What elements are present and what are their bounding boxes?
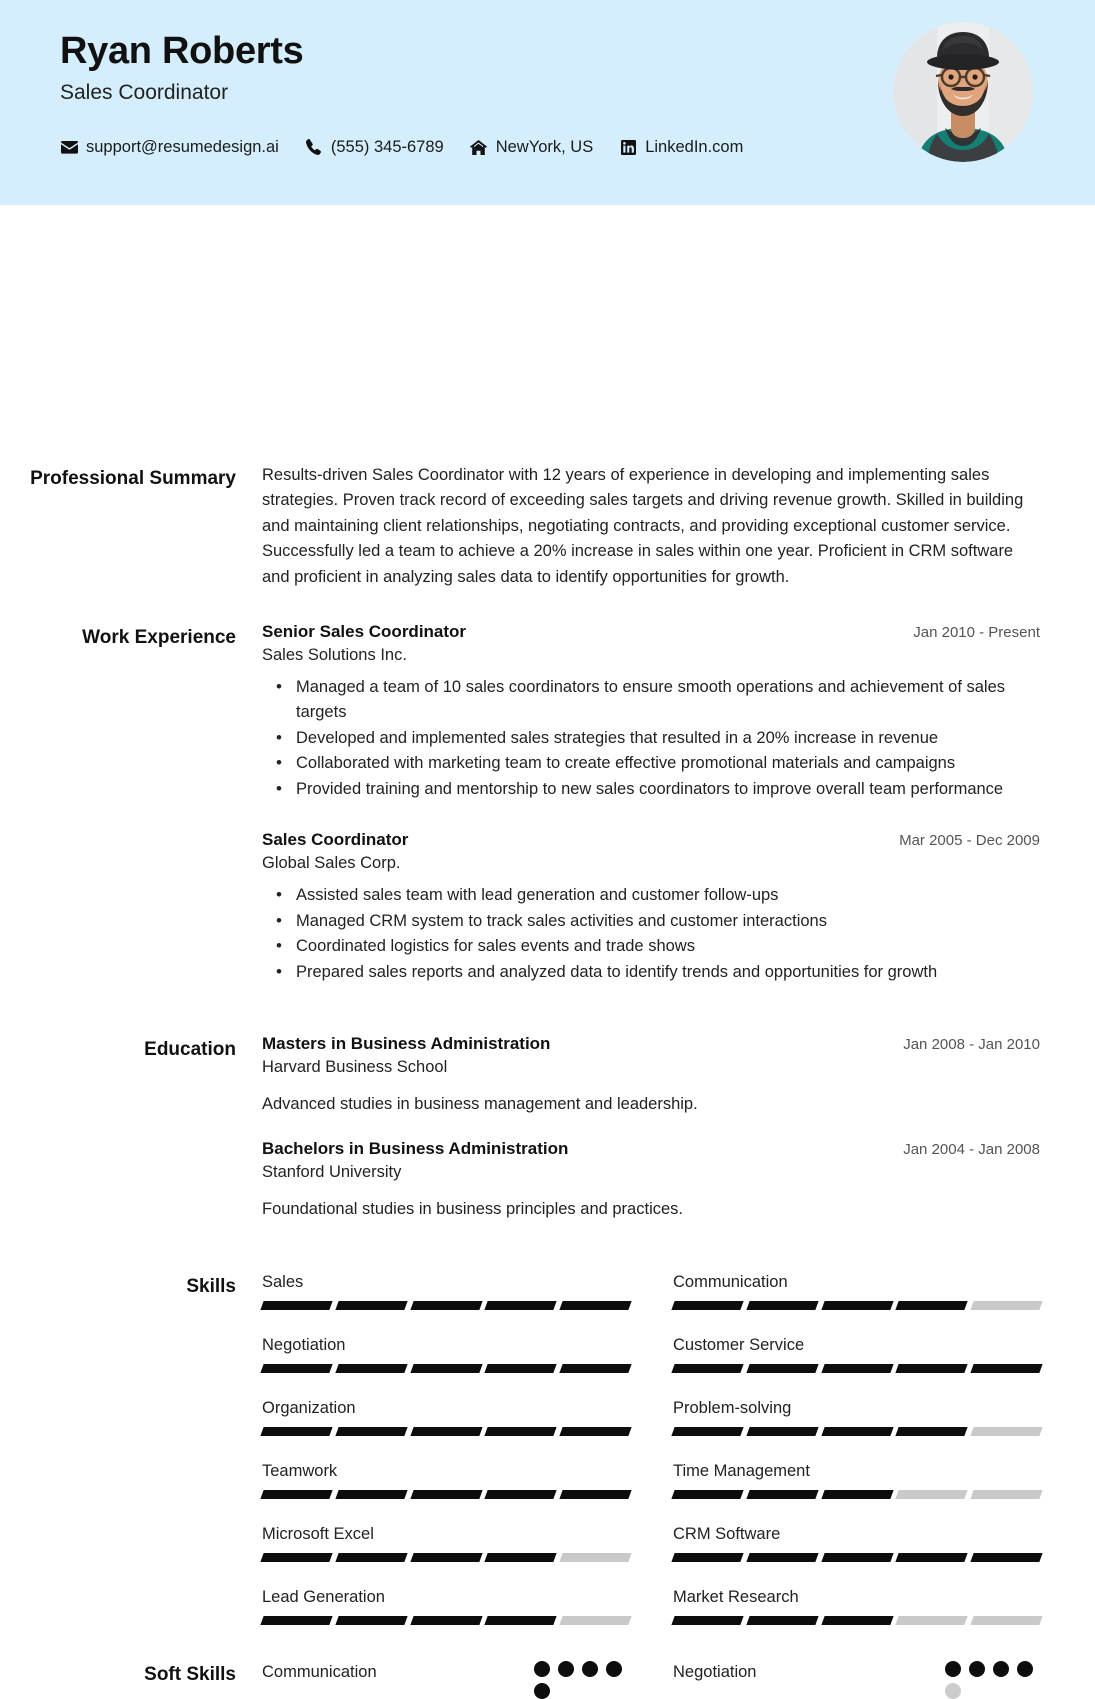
skill-segment-filled <box>971 1553 1043 1562</box>
skill-segment-empty <box>971 1616 1043 1625</box>
skill-segment-filled <box>410 1301 482 1310</box>
soft-skills-body <box>236 1661 1041 1699</box>
work-entry-date: Mar 2005 - Dec 2009 <box>899 831 1040 849</box>
skill-segment-empty <box>896 1616 968 1625</box>
skill-item <box>673 1462 1041 1499</box>
list-item: • Provided training and mentorship to new sales coordinators to improve overall team performance <box>296 777 1040 802</box>
work-body <box>236 622 1040 986</box>
section-skills <box>0 1221 1040 1651</box>
skill-segment-filled <box>485 1364 557 1373</box>
list-item: • Managed a team of 10 sales coordinators to ensure smooth operations and achievement of sales targets <box>296 675 1040 725</box>
resume-header <box>0 0 1095 205</box>
skill-level-bar <box>673 1364 1041 1373</box>
list-item: • Developed and implemented sales strategies that resulted in a 20% increase in revenue <box>296 726 1040 751</box>
skill-item <box>262 1588 630 1625</box>
work-entry-organization: Sales Solutions Inc. <box>262 646 407 665</box>
section-label-summary: Professional Summary <box>30 468 236 489</box>
section-label-soft-skills: Soft Skills <box>144 1664 236 1686</box>
contact-email[interactable] <box>60 138 279 157</box>
soft-skill-rating <box>945 1661 1041 1699</box>
skill-segment-filled <box>560 1364 632 1373</box>
contact-location[interactable] <box>470 138 594 157</box>
skill-name: CRM Software <box>673 1525 781 1544</box>
work-entry-title: Sales Coordinator <box>262 829 409 849</box>
skill-segment-filled <box>746 1553 818 1562</box>
rating-dot-filled <box>969 1661 985 1677</box>
skill-segment-filled <box>671 1490 743 1499</box>
skill-segment-filled <box>821 1616 893 1625</box>
skill-segment-empty <box>560 1616 632 1625</box>
skill-name: Organization <box>262 1399 356 1418</box>
soft-skill-name: Negotiation <box>673 1663 757 1682</box>
education-entry-description: Foundational studies in business principles and practices. <box>262 1199 683 1218</box>
skill-name: Time Management <box>673 1462 810 1481</box>
skill-segment-filled <box>896 1301 968 1310</box>
skill-segment-filled <box>746 1364 818 1373</box>
soft-skill-item <box>673 1661 1041 1699</box>
skill-segment-filled <box>746 1427 818 1436</box>
skill-segment-filled <box>335 1490 407 1499</box>
skill-segment-filled <box>260 1427 332 1436</box>
list-item: • Managed CRM system to track sales activities and customer interactions <box>296 909 1040 934</box>
skill-segment-filled <box>746 1301 818 1310</box>
skill-level-bar <box>673 1301 1041 1310</box>
skill-segment-filled <box>821 1364 893 1373</box>
skill-level-bar <box>673 1616 1041 1625</box>
work-entry-organization: Global Sales Corp. <box>262 853 401 872</box>
education-entry-head <box>262 1034 1040 1054</box>
page-title: Ryan Roberts <box>60 30 304 72</box>
soft-skill-rating <box>534 1661 630 1699</box>
list-item: • Prepared sales reports and analyzed data to identify trends and opportunities for growth <box>296 960 1040 985</box>
skill-level-bar <box>673 1490 1041 1499</box>
skill-segment-filled <box>335 1301 407 1310</box>
skill-item <box>673 1399 1041 1436</box>
education-entry-description: Advanced studies in business management and leadership. <box>262 1094 698 1113</box>
education-body <box>236 1034 1040 1222</box>
skill-segment-filled <box>260 1364 332 1373</box>
work-entry <box>262 622 1040 802</box>
job-title: Sales Coordinator <box>60 80 229 104</box>
skill-segment-filled <box>485 1301 557 1310</box>
skill-segment-filled <box>335 1364 407 1373</box>
skill-name: Teamwork <box>262 1462 338 1481</box>
rating-dot-filled <box>945 1661 961 1677</box>
rating-dot-filled <box>534 1683 550 1699</box>
summary-body <box>236 463 1040 590</box>
list-item: • Coordinated logistics for sales events and trade shows <box>296 934 1040 959</box>
education-entry <box>262 1034 1040 1117</box>
skill-segment-filled <box>260 1616 332 1625</box>
resume-body <box>0 205 1095 1699</box>
skill-level-bar <box>262 1301 630 1310</box>
skill-name: Market Research <box>673 1588 799 1607</box>
rating-dot-filled <box>582 1661 598 1677</box>
rating-dot-filled <box>993 1661 1009 1677</box>
skill-level-bar <box>262 1490 630 1499</box>
skill-segment-filled <box>560 1490 632 1499</box>
skill-item <box>673 1588 1041 1625</box>
skill-segment-empty <box>971 1490 1043 1499</box>
skill-segment-filled <box>671 1616 743 1625</box>
skill-item <box>673 1273 1041 1310</box>
skill-segment-filled <box>485 1553 557 1562</box>
skill-segment-empty <box>971 1427 1043 1436</box>
skill-segment-filled <box>671 1553 743 1562</box>
skill-segment-filled <box>821 1553 893 1562</box>
skill-segment-filled <box>260 1490 332 1499</box>
envelope-icon <box>60 139 78 155</box>
skill-item <box>262 1462 630 1499</box>
section-work-experience <box>0 590 1040 986</box>
skill-segment-filled <box>671 1364 743 1373</box>
work-entry-bullets <box>262 675 1040 802</box>
education-entry-title: Bachelors in Business Administration <box>262 1138 569 1158</box>
skill-segment-filled <box>485 1616 557 1625</box>
skill-name: Lead Generation <box>262 1588 385 1607</box>
skill-segment-filled <box>560 1301 632 1310</box>
skill-item <box>673 1525 1041 1562</box>
skill-level-bar <box>262 1364 630 1373</box>
contact-email-text: support@resumedesign.ai <box>86 137 279 156</box>
rating-dot-empty <box>945 1683 961 1699</box>
skill-segment-filled <box>821 1490 893 1499</box>
education-entry-organization: Harvard Business School <box>262 1057 448 1076</box>
section-professional-summary <box>0 205 1040 590</box>
work-entry-title: Senior Sales Coordinator <box>262 622 467 642</box>
contact-row <box>60 138 1035 157</box>
skill-segment-empty <box>896 1490 968 1499</box>
skill-segment-filled <box>746 1490 818 1499</box>
education-entry-date: Jan 2008 - Jan 2010 <box>903 1035 1040 1053</box>
work-entry <box>262 830 1040 985</box>
skill-name: Sales <box>262 1273 304 1292</box>
summary-text: Results-driven Sales Coordinator with 12 years of experience in developing and implementing sales strategies. Proven track record of exceeding sales targets and driving revenue growth. Skilled in building and maintaining client relationships, negotiating contracts, and providing exceptional customer service. Successfully led a team to achieve a 20% increase in sales within one year. Proficient in CRM software and proficient in analyzing sales data to identify opportunities for growth. <box>262 466 1024 586</box>
skill-segment-filled <box>746 1616 818 1625</box>
skill-segment-filled <box>485 1490 557 1499</box>
skill-level-bar <box>673 1553 1041 1562</box>
skill-segment-filled <box>821 1427 893 1436</box>
skill-segment-filled <box>671 1427 743 1436</box>
skill-level-bar <box>262 1427 630 1436</box>
skill-segment-filled <box>896 1427 968 1436</box>
rating-dot-filled <box>534 1661 550 1677</box>
skill-segment-filled <box>821 1301 893 1310</box>
skill-segment-filled <box>896 1364 968 1373</box>
skill-level-bar <box>262 1553 630 1562</box>
skill-segment-empty <box>971 1301 1043 1310</box>
section-label-skills: Skills <box>186 1276 236 1298</box>
section-label-work: Work Experience <box>82 627 236 649</box>
skill-level-bar <box>673 1427 1041 1436</box>
contact-linkedin[interactable] <box>619 138 743 157</box>
skill-name: Problem-solving <box>673 1399 792 1418</box>
education-entry-organization: Stanford University <box>262 1162 402 1181</box>
rating-dot-filled <box>558 1661 574 1677</box>
skill-segment-filled <box>410 1427 482 1436</box>
soft-skill-item <box>262 1661 630 1699</box>
skill-segment-filled <box>410 1616 482 1625</box>
skill-segment-filled <box>971 1364 1043 1373</box>
contact-phone[interactable] <box>305 138 444 157</box>
education-entry-date: Jan 2004 - Jan 2008 <box>903 1140 1040 1158</box>
education-entry-head <box>262 1139 1040 1159</box>
skill-level-bar <box>262 1616 630 1625</box>
home-icon <box>470 139 488 155</box>
skill-item <box>262 1525 630 1562</box>
skills-body <box>236 1273 1041 1651</box>
skill-segment-filled <box>485 1427 557 1436</box>
skill-segment-filled <box>410 1490 482 1499</box>
skill-segment-filled <box>335 1616 407 1625</box>
skill-segment-filled <box>335 1553 407 1562</box>
avatar <box>893 22 1033 162</box>
phone-icon <box>305 139 323 155</box>
work-entry-bullets <box>262 883 1040 985</box>
skill-item <box>673 1336 1041 1373</box>
skill-name: Negotiation <box>262 1336 346 1355</box>
list-item: • Assisted sales team with lead generation and customer follow-ups <box>296 883 1040 908</box>
skill-segment-filled <box>410 1553 482 1562</box>
skill-segment-filled <box>260 1553 332 1562</box>
work-entry-head <box>262 622 1040 642</box>
section-soft-skills <box>0 1651 1040 1699</box>
linkedin-icon <box>619 139 637 155</box>
list-item: • Collaborated with marketing team to create effective promotional materials and campaigns <box>296 751 1040 776</box>
avatar-photo <box>893 22 1033 162</box>
skill-segment-filled <box>260 1301 332 1310</box>
skill-segment-filled <box>410 1364 482 1373</box>
skill-item <box>262 1399 630 1436</box>
skill-name: Communication <box>673 1273 788 1292</box>
skill-segment-filled <box>896 1553 968 1562</box>
work-entry-date: Jan 2010 - Present <box>913 624 1040 642</box>
skill-name: Customer Service <box>673 1336 805 1355</box>
skill-item <box>262 1336 630 1373</box>
skill-segment-empty <box>560 1553 632 1562</box>
skill-item <box>262 1273 630 1310</box>
skill-segment-filled <box>671 1301 743 1310</box>
skill-name: Microsoft Excel <box>262 1525 374 1544</box>
soft-skill-name: Communication <box>262 1663 377 1682</box>
skill-segment-filled <box>335 1427 407 1436</box>
contact-location-text: NewYork, US <box>495 137 594 156</box>
rating-dot-filled <box>1017 1661 1033 1677</box>
skills-grid <box>262 1273 1041 1651</box>
contact-phone-text: (555) 345-6789 <box>330 137 444 156</box>
contact-linkedin-text: LinkedIn.com <box>645 137 744 156</box>
section-education <box>0 986 1040 1222</box>
skill-segment-filled <box>560 1427 632 1436</box>
education-entry-title: Masters in Business Administration <box>262 1033 551 1053</box>
soft-skills-grid <box>262 1661 1041 1699</box>
education-entry <box>262 1139 1040 1222</box>
work-entry-head <box>262 830 1040 850</box>
section-label-education: Education <box>144 1038 236 1060</box>
rating-dot-filled <box>606 1661 622 1677</box>
